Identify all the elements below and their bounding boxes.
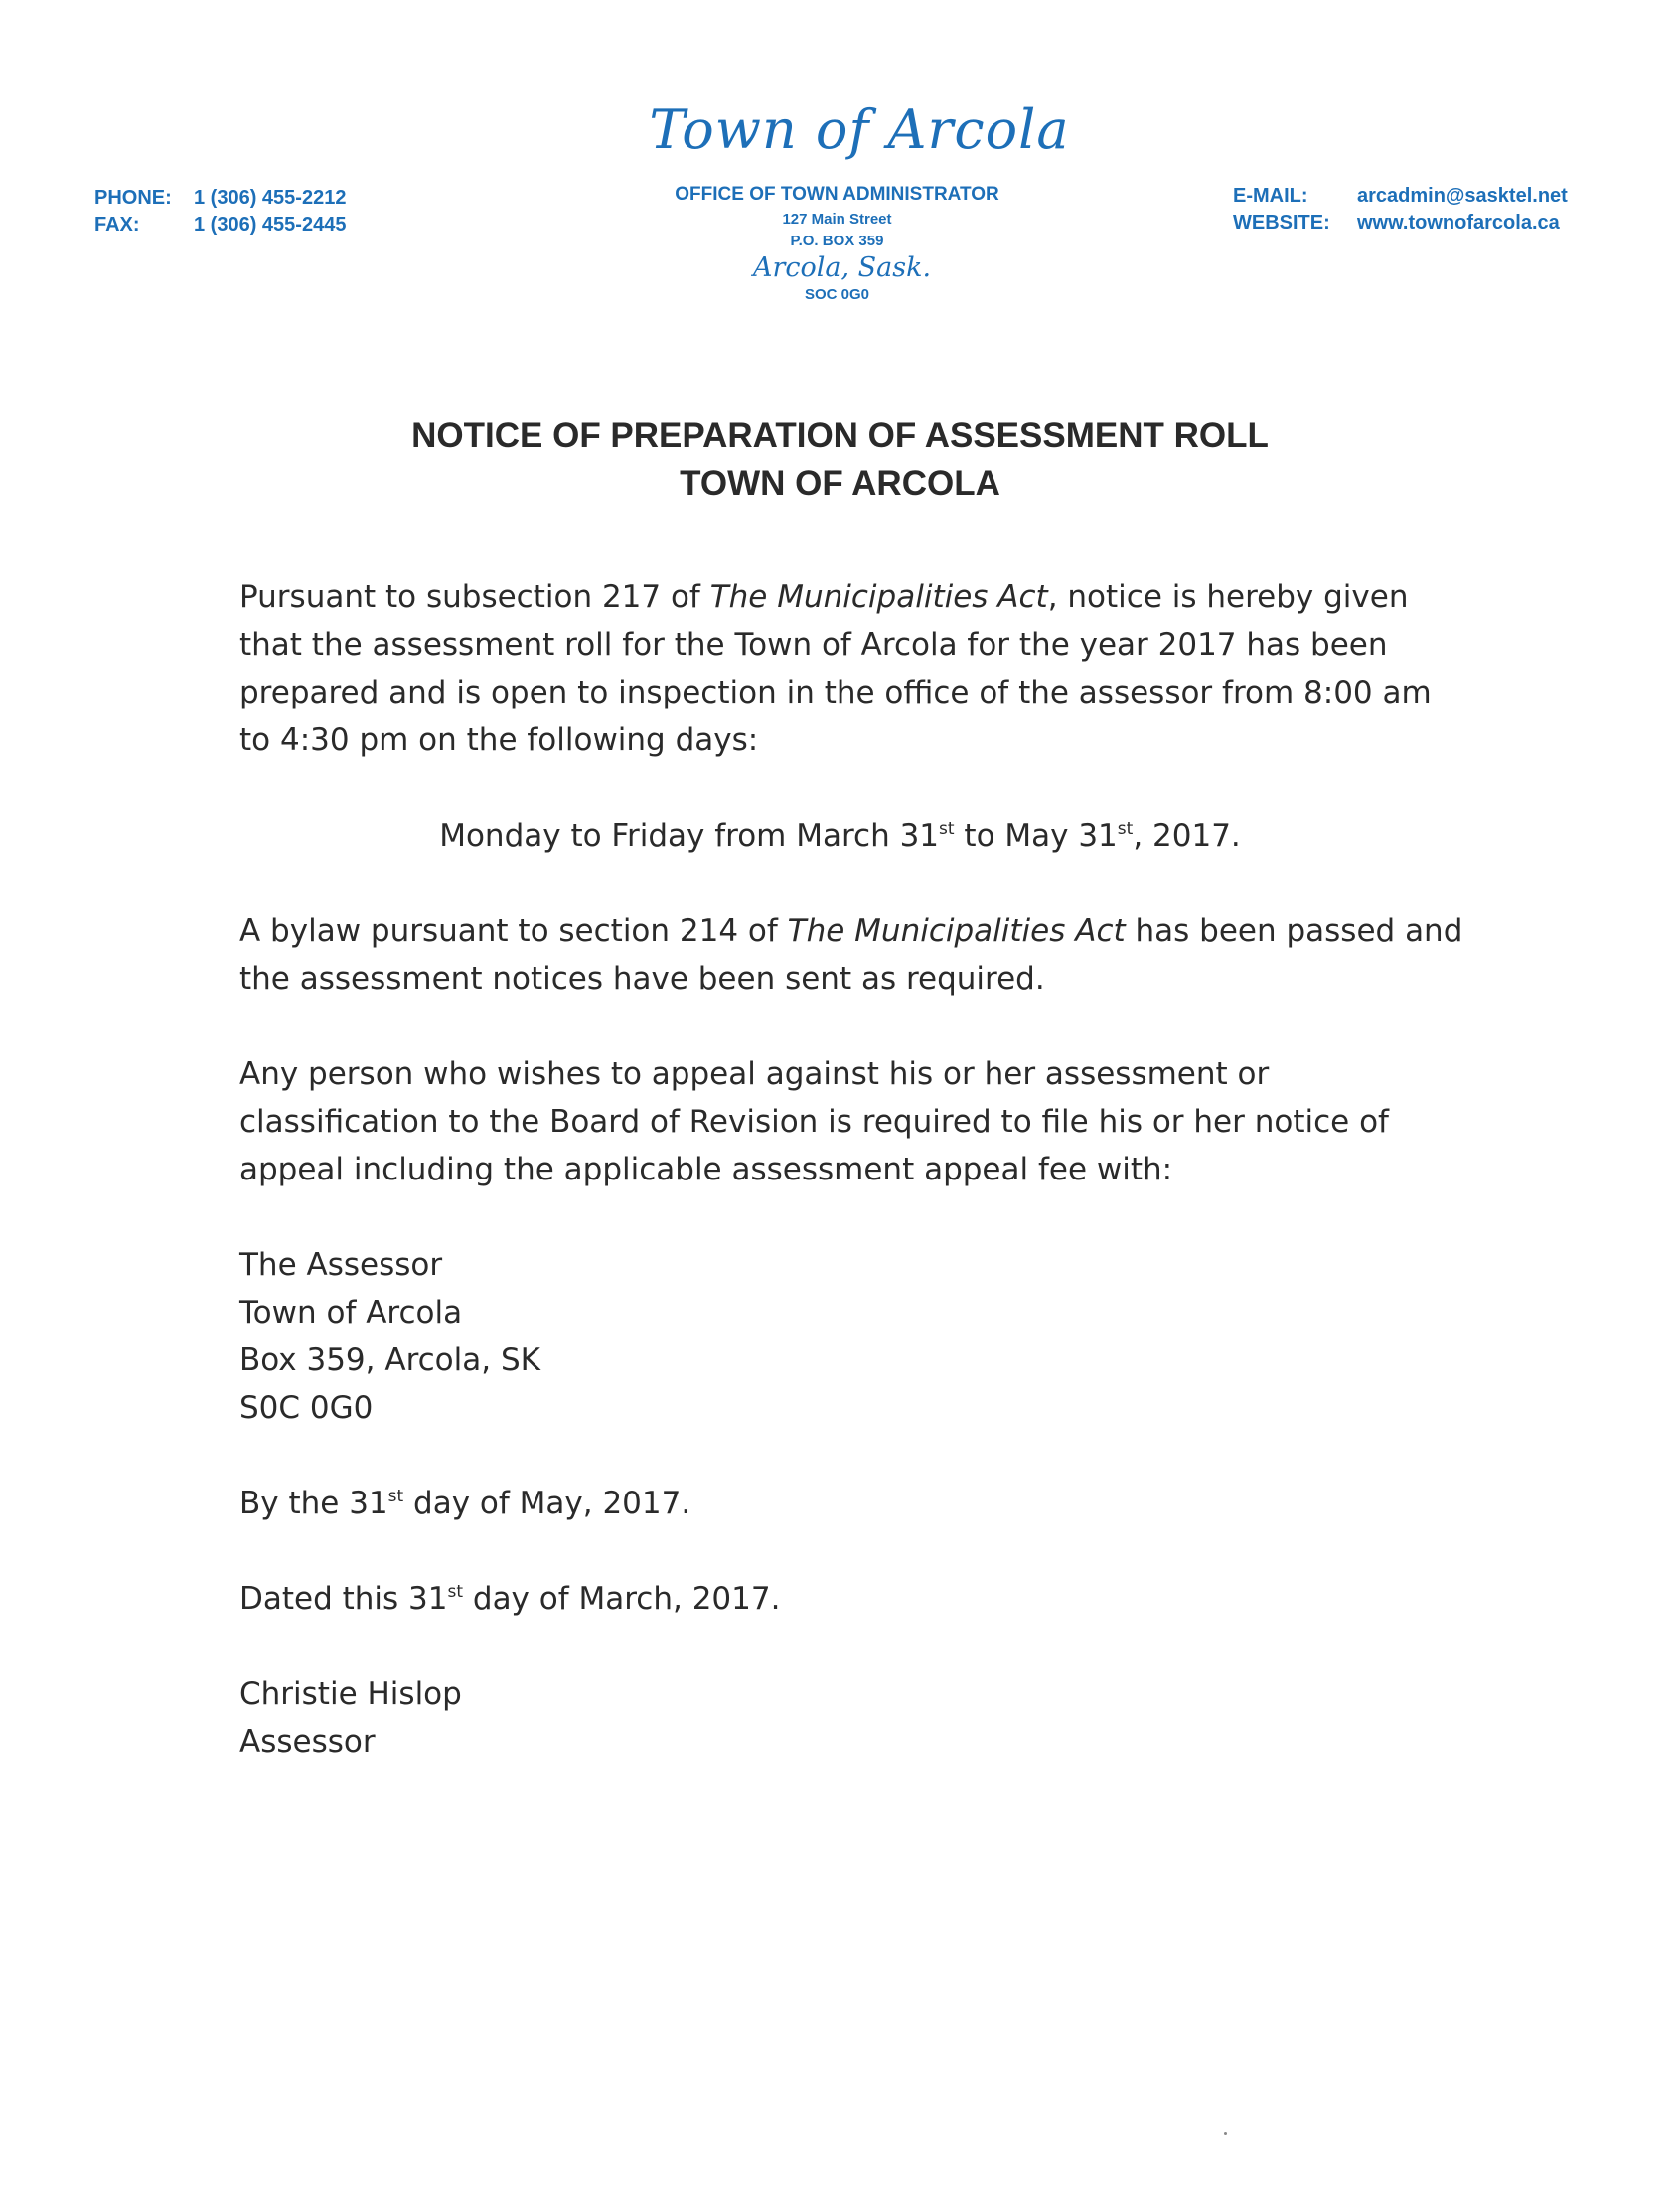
dates-sup-2: st: [1117, 819, 1134, 839]
website-url: www.townofarcola.ca: [1357, 212, 1560, 234]
dated-sup: st: [447, 1582, 464, 1602]
paragraph-appeal: [239, 1050, 1471, 1193]
scan-speck: [1224, 2132, 1227, 2135]
deadline-sup: st: [387, 1487, 404, 1506]
po-box: P.O. BOX 359: [790, 233, 884, 249]
address-line-2: Town of Arcola: [239, 1295, 463, 1331]
email-label: E-MAIL:: [1233, 185, 1308, 207]
dated-line: [239, 1575, 1471, 1623]
office-block: [596, 99, 1103, 306]
address-line-4: S0C 0G0: [239, 1390, 374, 1426]
deadline-part-2: day of May, 2017.: [403, 1486, 691, 1521]
inspection-dates: [0, 812, 1680, 860]
website-row: [1233, 210, 1568, 236]
paragraph-bylaw: [239, 907, 1471, 1003]
intro-text-start: Pursuant to subsection 217 of: [239, 579, 710, 615]
title-line-2: TOWN OF ARCOLA: [680, 464, 1000, 503]
dated-part-2: day of March, 2017.: [463, 1581, 781, 1617]
email-row: [1233, 183, 1568, 210]
fax-number: 1 (306) 455-2445: [194, 214, 347, 236]
email-address: arcadmin@sasktel.net: [1357, 185, 1568, 207]
notice-title: [0, 412, 1680, 508]
dates-part-3: , 2017.: [1133, 818, 1241, 854]
letterhead: [0, 0, 1680, 328]
website-label: WEBSITE:: [1233, 212, 1330, 234]
appeal-deadline: [239, 1480, 1471, 1527]
street-address: 127 Main Street: [782, 211, 892, 228]
dates-sup-1: st: [939, 819, 955, 839]
fax-label: FAX:: [94, 214, 140, 236]
title-line-1: NOTICE OF PREPARATION OF ASSESSMENT ROLL: [411, 416, 1269, 455]
signer-role: Assessor: [239, 1724, 376, 1760]
phone-number: 1 (306) 455-2212: [194, 187, 347, 209]
deadline-part-1: By the 31: [239, 1486, 388, 1521]
contact-right: [1233, 183, 1568, 236]
dated-part-1: Dated this 31: [239, 1581, 448, 1617]
postal-code: SOC 0G0: [804, 286, 870, 303]
signature-block: [239, 1670, 1471, 1766]
signer-name: Christie Hislop: [239, 1676, 462, 1712]
dates-part-1: Monday to Friday from March 31: [439, 818, 940, 854]
assessor-address: [239, 1241, 1471, 1432]
paragraph-intro: [239, 573, 1471, 764]
bylaw-text-start: A bylaw pursuant to section 214 of: [239, 913, 788, 949]
contact-left: [94, 185, 346, 238]
act-name: The Municipalities Act: [709, 579, 1048, 615]
intro-text-end: , notice is hereby given that the assessment roll for the Town of Arcola for the year 2017 has been prepared and is open to inspection in the office of the assessor from 8:00 am to 4:30 pm on the following days:: [239, 579, 1432, 758]
appeal-text: Any person who wishes to appeal against his or her assessment or classification to the Board of Revision is required to file his or her notice of appeal including the applicable assessment appeal fee with:: [239, 1056, 1389, 1187]
bylaw-text-end: has been passed and the assessment notices have been sent as required.: [239, 913, 1463, 997]
address-line-3: Box 359, Arcola, SK: [239, 1342, 540, 1378]
dates-part-2: to May 31: [954, 818, 1118, 854]
fax-row: [94, 212, 346, 238]
phone-row: [94, 185, 346, 212]
address-line-1: The Assessor: [239, 1247, 443, 1283]
phone-label: PHONE:: [94, 187, 172, 209]
office-name: OFFICE OF TOWN ADMINISTRATOR: [675, 184, 999, 205]
act-name: The Municipalities Act: [787, 913, 1126, 949]
city-script: Arcola, Sask.: [752, 252, 932, 283]
town-script-logo: Town of Arcola: [649, 98, 1070, 161]
